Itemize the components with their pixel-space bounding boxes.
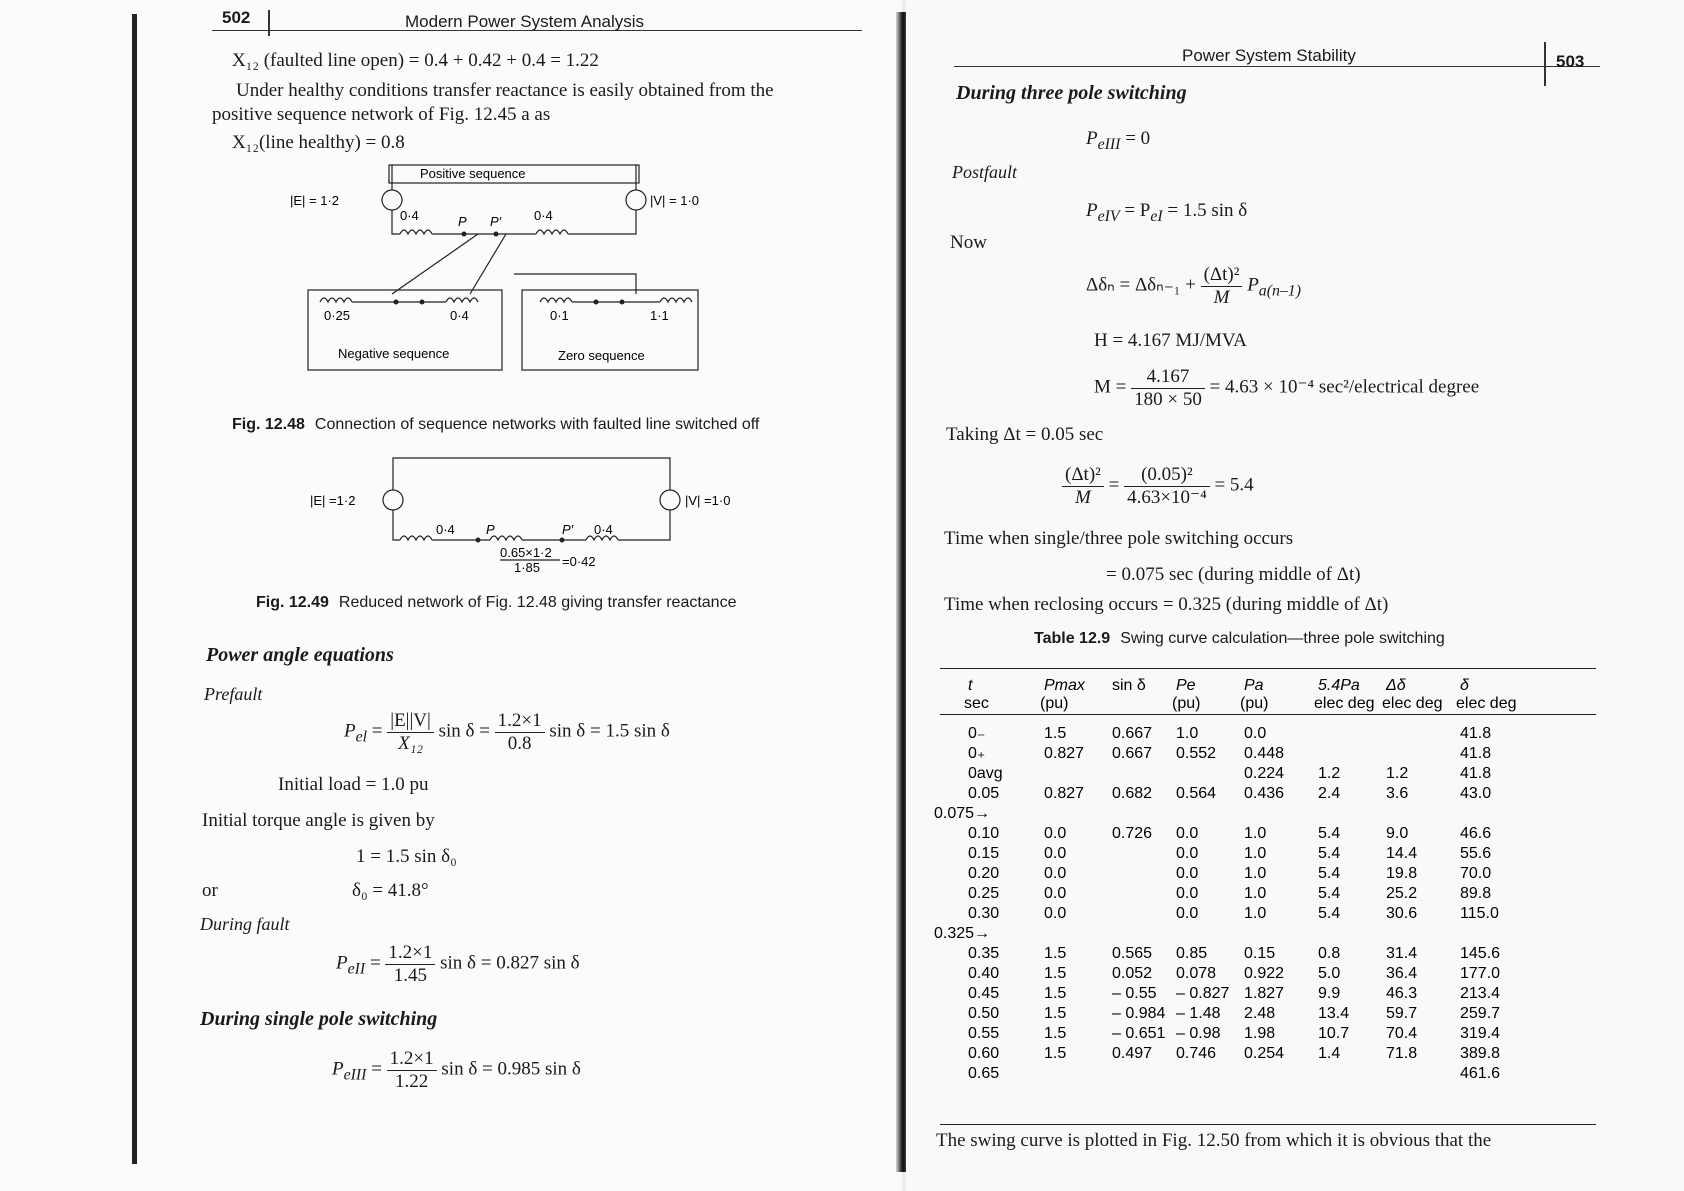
table-col-unit: elec deg: [1314, 695, 1375, 712]
table-cell: 0.0: [1176, 825, 1199, 842]
label-node-pp: P′: [490, 214, 502, 229]
table-caption-text: Swing curve calculation—three pole switching: [1120, 630, 1445, 647]
table-cell: 0.8: [1318, 945, 1341, 962]
table-cell: 461.6: [1460, 1065, 1501, 1082]
fig-label: Fig. 12.48: [232, 416, 305, 433]
table-col-header: t: [968, 677, 973, 694]
table-cell: 0.30: [968, 905, 1000, 922]
table-cell: 0.224: [1244, 765, 1285, 782]
table-cell: 59.7: [1386, 1005, 1418, 1022]
table-cell: 10.7: [1318, 1025, 1350, 1042]
table-label: Table 12.9: [1034, 630, 1111, 647]
table-cell: 41.8: [1460, 765, 1492, 782]
table-cell: 9.9: [1318, 985, 1341, 1002]
table-col-unit: elec deg: [1382, 695, 1443, 712]
table-cell: 89.8: [1460, 885, 1492, 902]
label-zero-sequence: Zero sequence: [558, 348, 645, 363]
running-head: Modern Power System Analysis: [405, 12, 645, 31]
table-cell: 1.5: [1044, 985, 1067, 1002]
table-cell: 2.48: [1244, 1005, 1276, 1022]
table-cell: 5.0: [1318, 965, 1341, 982]
table-cell: 0.564: [1176, 785, 1217, 802]
swing-table: [934, 672, 1580, 1122]
table-col-header: Pe: [1176, 677, 1196, 694]
table-cell: – 0.55: [1112, 985, 1157, 1002]
inductor-left-icon: [400, 536, 432, 540]
table-cell: 1.5: [1044, 1045, 1067, 1062]
table-cell: 0.726: [1112, 825, 1153, 842]
table-cell: 0.254: [1244, 1045, 1285, 1062]
ratio-equation: $\frac{\text{(Δt)²}}{M}$ = $\frac{\text{(0.05)²}}{\text{4.63×10⁻⁴}}$ = 5.4: [1062, 464, 1254, 509]
table-col-header: 5.4Pa: [1318, 677, 1360, 694]
table-cell: 0.0: [1244, 725, 1267, 742]
table-cell: 0.85: [1176, 945, 1208, 962]
label-e: |E| = 1·2: [290, 193, 340, 208]
table-cell: 14.4: [1386, 845, 1418, 862]
initial-load: Initial load = 1.0 pu: [278, 774, 429, 795]
source-e-icon: [383, 490, 403, 510]
table-cell: – 1.48: [1176, 1005, 1221, 1022]
page-edge-bar: [132, 14, 137, 1164]
label-x-neg-left: 0·25: [324, 308, 351, 323]
table-cell: 0.0: [1176, 865, 1199, 882]
table-cell: 5.4: [1318, 885, 1341, 902]
table-time-marker: 0.075→: [934, 805, 991, 822]
eq-sin-delta0: 1 = 1.5 sin δ₀: [356, 846, 457, 867]
header-rule: [954, 66, 1600, 67]
label-node-p: P: [486, 522, 495, 537]
table-cell: 43.0: [1460, 785, 1492, 802]
table-cell: 0.552: [1176, 745, 1217, 762]
table-col-header: Pmax: [1044, 677, 1085, 694]
table-col-unit: elec deg: [1456, 695, 1517, 712]
table-cell: 1.0: [1244, 905, 1267, 922]
table-cell: 0.448: [1244, 745, 1285, 762]
delta-equation: Δδₙ = Δδₙ₋₁ + $\frac{\text{(Δt)²}}{M}$ $P_{a(n-1)}$: [1086, 264, 1301, 308]
table-cell: 0.497: [1112, 1045, 1153, 1062]
healthy-text-2: positive sequence network of Fig. 12.45 a as: [212, 104, 551, 125]
label-x-pos-left: 0·4: [400, 208, 419, 223]
table-cell: 1.5: [1044, 1025, 1067, 1042]
m-equation: M = $\frac{4.167}{180 \times 50}$ = 4.63 × 10⁻⁴ sec²/electrical degree: [1094, 366, 1480, 410]
pe2-equation: $P_{eII}$ = $\frac{1.2\times 1}{1.45}$ sin δ = 0.827 sin δ: [336, 942, 580, 986]
table-cell: 0.827: [1044, 785, 1085, 802]
table-bottom-rule: [940, 1124, 1596, 1125]
table-cell: 1.5: [1044, 965, 1067, 982]
table-cell: 55.6: [1460, 845, 1492, 862]
fig-caption-text: Reduced network of Fig. 12.48 giving transfer reactance: [338, 594, 737, 611]
table-cell: 2.4: [1318, 785, 1341, 802]
table-cell: – 0.651: [1112, 1025, 1166, 1042]
table-cell: 1.5: [1044, 1005, 1067, 1022]
table-cell: 9.0: [1386, 825, 1409, 842]
table-cell: 0₋: [968, 725, 986, 742]
x12-faulted-line: X₁₂ (faulted line open) = 0.4 + 0.42 + 0.4 = 1.22: [232, 50, 599, 71]
table-cell: 25.2: [1386, 885, 1418, 902]
table-cell: 1.0: [1244, 885, 1267, 902]
table-col-header: sin δ: [1112, 677, 1146, 694]
table-cell: 0.0: [1044, 905, 1067, 922]
table-cell: 0.0: [1176, 885, 1199, 902]
table-cell: 0.65: [968, 1065, 1000, 1082]
table-cell: 0.05: [968, 785, 1000, 802]
inductor-shunt-icon: [490, 536, 522, 540]
table-cell: 5.4: [1318, 845, 1341, 862]
table-cell: 0.0: [1044, 885, 1067, 902]
table-cell: 0.15: [968, 845, 1000, 862]
table-cell: 1.0: [1176, 725, 1199, 742]
table-cell: 0.40: [968, 965, 1000, 982]
inductor-neg-right-icon: [446, 298, 478, 302]
table-cell: 389.8: [1460, 1045, 1501, 1062]
delta0-value: δ₀ = 41.8°: [352, 880, 429, 901]
header-tick: [1544, 42, 1546, 86]
now-label: Now: [950, 232, 987, 253]
table-cell: 71.8: [1386, 1045, 1418, 1062]
table-cell: 0.0: [1044, 825, 1067, 842]
table-col-header: δ: [1460, 677, 1469, 694]
fig-12-49-diagram: [300, 450, 760, 590]
table-cell: 1.2: [1386, 765, 1409, 782]
table-cell: 70.4: [1386, 1025, 1418, 1042]
table-cell: – 0.98: [1176, 1025, 1221, 1042]
pe-iv-equation: $P_{eIV} = P_{eI} = 1.5$ sin δ: [1086, 200, 1248, 225]
table-cell: 0.35: [968, 945, 1000, 962]
table-cell: 19.8: [1386, 865, 1418, 882]
table-cell: 1.5: [1044, 725, 1067, 742]
table-cell: 0.0: [1044, 865, 1067, 882]
fig-label: Fig. 12.49: [256, 594, 329, 611]
table-cell: 319.4: [1460, 1025, 1501, 1042]
table-cell: 41.8: [1460, 725, 1492, 742]
table-cell: 1.0: [1244, 845, 1267, 862]
table-cell: 0.15: [1244, 945, 1276, 962]
label-positive-sequence: Positive sequence: [420, 166, 526, 181]
initial-torque-text: Initial torque angle is given by: [202, 810, 435, 831]
table-cell: – 0.827: [1176, 985, 1230, 1002]
table-cell: 5.4: [1318, 865, 1341, 882]
power-angle-heading: Power angle equations: [206, 644, 394, 666]
table-cell: 0.55: [968, 1025, 1000, 1042]
source-v-icon: [660, 490, 680, 510]
label-negative-sequence: Negative sequence: [338, 346, 450, 361]
page-number: 502: [222, 8, 251, 27]
fig-caption-text: Connection of sequence networks with faulted line switched off: [314, 416, 760, 433]
inductor-zero-left-icon: [540, 298, 572, 302]
table-caption: [1034, 630, 1445, 648]
three-pole-heading: During three pole switching: [956, 82, 1187, 104]
table-cell: 0.667: [1112, 725, 1153, 742]
label-shunt-val: =0·42: [562, 554, 596, 569]
table-cell: 41.8: [1460, 745, 1492, 762]
table-cell: 115.0: [1460, 905, 1499, 922]
fig-12-49-caption: [256, 594, 736, 612]
label-x-zero-right: 1·1: [650, 308, 669, 323]
h-value: H = 4.167 MJ/MVA: [1094, 330, 1247, 351]
table-cell: 0₊: [968, 745, 986, 762]
table-cell: 0.436: [1244, 785, 1285, 802]
table-cell: 1.0: [1244, 865, 1267, 882]
table-cell: – 0.984: [1112, 1005, 1166, 1022]
table-cell: 0.0: [1176, 905, 1199, 922]
table-cell: 259.7: [1460, 1005, 1501, 1022]
fig-12-48-diagram: [290, 160, 760, 400]
table-cell: 36.4: [1386, 965, 1418, 982]
inductor-neg-left-icon: [320, 298, 352, 302]
table-cell: 0.922: [1244, 965, 1285, 982]
table-col-unit: sec: [964, 695, 989, 712]
label-shunt-num: 0.65×1·2: [500, 545, 552, 560]
inductor-pos-right-icon: [536, 230, 568, 234]
table-cell: 0.0: [1044, 845, 1067, 862]
table-col-unit: (pu): [1040, 695, 1069, 712]
table-cell: 46.6: [1460, 825, 1492, 842]
table-cell: 0.078: [1176, 965, 1217, 982]
or-label: or: [202, 880, 218, 901]
table-cell: 1.5: [1044, 945, 1067, 962]
table-cell: 0.20: [968, 865, 1000, 882]
label-node-pp: P′: [562, 522, 574, 537]
label-x-left: 0·4: [436, 522, 455, 537]
page-number: 503: [1556, 52, 1585, 71]
label-x-neg-right: 0·4: [450, 308, 469, 323]
table-col-header: Pa: [1244, 677, 1264, 694]
source-v-icon: [626, 190, 646, 210]
table-cell: 0.10: [968, 825, 1000, 842]
table-cell: 0.60: [968, 1045, 1000, 1062]
during-fault-label: During fault: [200, 914, 290, 934]
table-time-marker: 0.325→: [934, 925, 991, 942]
table-cell: 1.2: [1318, 765, 1341, 782]
table-cell: 5.4: [1318, 905, 1341, 922]
inductor-zero-right-icon: [660, 298, 692, 302]
label-x-zero-left: 0·1: [550, 308, 569, 323]
taking-dt: Taking Δt = 0.05 sec: [946, 424, 1104, 445]
label-v: |V| = 1·0: [650, 193, 700, 208]
postfault-label: Postfault: [952, 162, 1018, 182]
label-v: |V| =1·0: [685, 493, 731, 508]
pe3-equation: $P_{eIII}$ = $\frac{1.2\times 1}{1.22}$ sin δ = 0.985 sin δ: [332, 1048, 581, 1092]
table-cell: 177.0: [1460, 965, 1501, 982]
inductor-pos-left-icon: [400, 230, 432, 234]
table-cell: 70.0: [1460, 865, 1492, 882]
table-cell: 1.0: [1244, 825, 1267, 842]
pe1-equation: $P_{el}$ = $\frac{|E||V|}{\text{X₁₂}}$ sin δ = $\frac{1.2\times 1}{0.8}$ sin δ = 1.5 sin δ: [344, 710, 670, 754]
time-reclose-text: Time when reclosing occurs = 0.325 (during middle of Δt): [944, 594, 1389, 615]
table-cell: 1.827: [1244, 985, 1285, 1002]
table-cell: 0.682: [1112, 785, 1153, 802]
table-cell: 0.565: [1112, 945, 1153, 962]
table-cell: 46.3: [1386, 985, 1418, 1002]
table-cell: 0.827: [1044, 745, 1085, 762]
header-tick: [268, 10, 270, 36]
label-e: |E| =1·2: [310, 493, 356, 508]
single-pole-heading: During single pole switching: [200, 1008, 438, 1030]
table-cell: 0.667: [1112, 745, 1153, 762]
table-cell: 0avg: [968, 765, 1003, 782]
label-x-pos-right: 0·4: [534, 208, 553, 223]
table-cell: 213.4: [1460, 985, 1501, 1002]
label-x-right: 0·4: [594, 522, 613, 537]
table-cell: 0.45: [968, 985, 1000, 1002]
table-cell: 0.0: [1176, 845, 1199, 862]
label-shunt-den: 1·85: [514, 560, 541, 575]
healthy-text-1: Under healthy conditions transfer reactance is easily obtained from the: [236, 80, 774, 101]
table-cell: 13.4: [1318, 1005, 1350, 1022]
x12-healthy-line: X₁₂(line healthy) = 0.8: [232, 132, 405, 153]
table-top-rule: [940, 668, 1596, 669]
fig-12-48-caption: [232, 416, 759, 434]
table-cell: 0.50: [968, 1005, 1000, 1022]
table-cell: 3.6: [1386, 785, 1409, 802]
table-cell: 0.052: [1112, 965, 1153, 982]
table-cell: 1.98: [1244, 1025, 1276, 1042]
table-col-unit: (pu): [1172, 695, 1201, 712]
table-col-unit: (pu): [1240, 695, 1269, 712]
label-node-p: P: [458, 214, 467, 229]
pe-iii-equation: $P_{eIII} = 0$: [1086, 128, 1151, 153]
table-cell: 0.25: [968, 885, 1000, 902]
footer-line: The swing curve is plotted in Fig. 12.50 from which it is obvious that the: [936, 1130, 1492, 1151]
table-cell: 145.6: [1460, 945, 1501, 962]
source-e-icon: [382, 190, 402, 210]
time-switch-value: = 0.075 sec (during middle of Δt): [1106, 564, 1361, 585]
prefault-label: Prefault: [204, 684, 263, 704]
table-cell: 31.4: [1386, 945, 1418, 962]
table-cell: 5.4: [1318, 825, 1341, 842]
table-col-header: Δδ: [1386, 677, 1406, 694]
running-head: Power System Stability: [1182, 46, 1356, 65]
table-cell: 1.4: [1318, 1045, 1341, 1062]
table-cell: 30.6: [1386, 905, 1418, 922]
time-switch-text: Time when single/three pole switching occurs: [944, 528, 1294, 549]
table-cell: 0.746: [1176, 1045, 1217, 1062]
